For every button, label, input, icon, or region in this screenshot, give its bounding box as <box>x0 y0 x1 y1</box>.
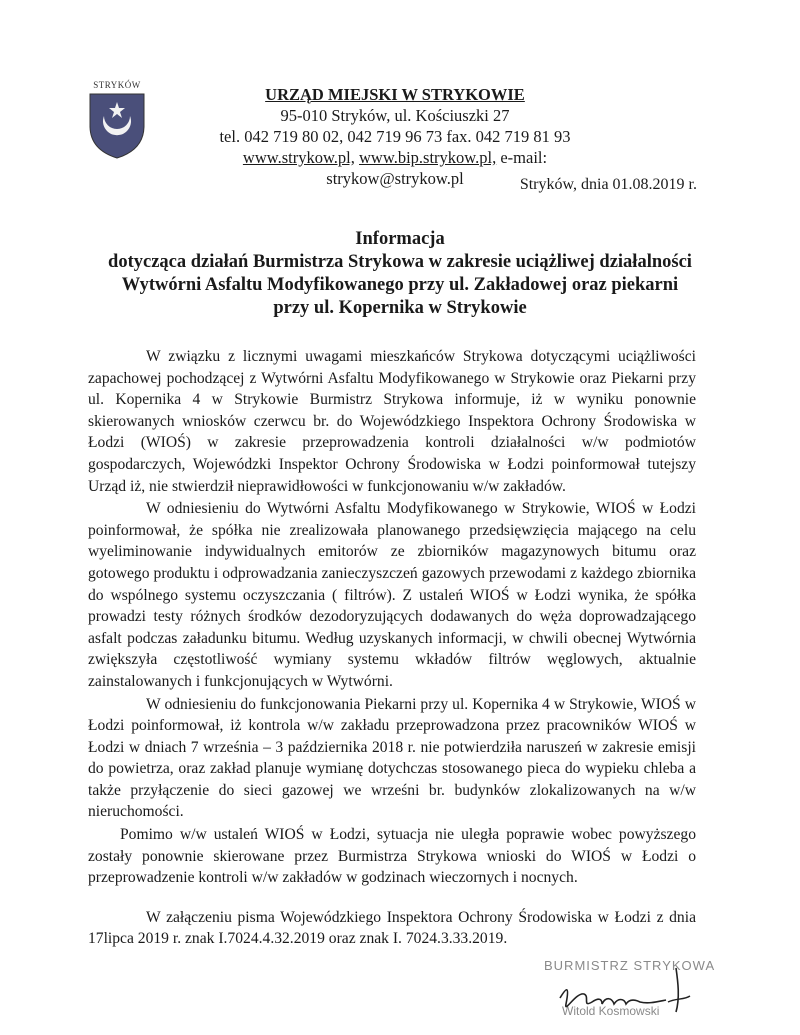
document-body <box>88 346 696 951</box>
document-title <box>60 228 740 320</box>
title-line-1: Informacja <box>355 229 445 249</box>
coat-of-arms-icon <box>86 90 148 168</box>
email-text: e-mail: strykow@strykow.pl <box>326 148 548 188</box>
office-name: URZĄD MIEJSKI W STRYKOWIE <box>265 85 525 104</box>
paragraph-4: Pomimo w/w ustaleń WIOŚ w Łodzi, sytuacja nie uległa poprawie wobec powyższego zostały ponownie skierowane przez Burmistrza Strykowa wnioski do WIOŚ w Łodzi o przeprowadzenie kontroli w/w zakładów w godzinach wieczornych i nocnych. <box>88 826 696 887</box>
paragraph-3: W odniesieniu do funkcjonowania Piekarni przy ul. Kopernika 4 w Strykowie, WIOŚ w Łodzi poinformował, iż kontrola w/w zakładu przeprowadzona przez pracowników WIOŚ w Łodzi w dniach 7 września – 3 października 2018 r. nie potwierdziła naruszeń w zakresie emisji do powietrza, oraz zakład planuje wymianę dotychczas stosowanego pieca do wypieku chleba a także przyłączenie do sieci gazowej we wrześni br. budynków zlokalizowanych na w/w nieruchomości. <box>88 695 696 821</box>
title-line-4: przy ul. Kopernika w Strykowie <box>273 298 527 318</box>
bip-website-link[interactable]: www.bip.strykow.pl, <box>359 148 497 167</box>
office-phones: tel. 042 719 80 02, 042 719 96 73 fax. 042 719 81 93 <box>219 127 571 146</box>
handwritten-signature-icon <box>536 958 706 1028</box>
town-crest <box>86 80 148 158</box>
crest-label: STRYKÓW <box>93 80 141 90</box>
stamp-name: Witold Kosmowski <box>562 1004 660 1018</box>
stamp-title: BURMISTRZ STRYKOWA <box>544 958 716 973</box>
paragraph-1: W związku z licznymi uwagami mieszkańców Strykowa dotyczącymi uciążliwości zapachowej pochodzącej z Wytwórni Asfaltu Modyfikowanego w Strykowie oraz Piekarni przy ul. Kopernika 4 w Strykowie Burmistrz Strykowa informuje, iż w wyniku ponownie skierowanych wniosków czerwcu br. do Wojewódzkiego Inspektora Ochrony Środowiska w Łodzi (WIOŚ) w zakresie przeprowadzenia kontroli działalności w/w podmiotów gospodarczych, Wojewódzki Inspektor Ochrony Środowiska w Łodzi poinformował tutejszy Urząd iż, nie stwierdził nieprawidłowości w funkcjonowaniu w/w zakładów. <box>88 348 696 495</box>
mayor-signature-stamp <box>536 958 716 1028</box>
attachment-note: W załączeniu pisma Wojewódzkiego Inspektora Ochrony Środowiska w Łodzi z dnia 17lipca 2019 r. znak I.7024.4.32.2019 oraz znak I. 7024.3.33.2019. <box>88 908 696 948</box>
paragraph-2: W odniesieniu do Wytwórni Asfaltu Modyfikowanego w Strykowie, WIOŚ w Łodzi poinformował, że spółka nie zrealizowała planowanego przedsięwzięcia mającego na celu wyeliminowanie indywidualnych emitorów ze zbiorników magazynowych bitumu oraz gotowego produktu i odprowadzania zanieczyszczeń gazowych przewodami z każdego zbiornika do wspólnego systemu oczyszczania ( filtrów). Z ustaleń WIOŚ w Łodzi wynika, że spółka prowadzi testy różnych środków dezodoryzujących dodawanych do węża doprowadzającego asfalt podczas załadunku bitumu. Według uzyskanych informacji, w chwili obecnej Wytwórnia zwiększyła częstotliwość wymiany systemu wkładów filtrów węglowych, aktualnie zainstalowanych i funkcjonujących w Wytwórni. <box>88 500 696 690</box>
document-date: Stryków, dnia 01.08.2019 r. <box>519 176 697 193</box>
website-link[interactable]: www.strykow.pl, <box>242 148 355 167</box>
letterhead <box>180 84 610 189</box>
title-line-2: dotycząca działań Burmistrza Strykowa w zakresie uciążliwej działalności <box>108 252 692 272</box>
office-address: 95-010 Stryków, ul. Kościuszki 27 <box>280 106 510 125</box>
title-line-3: Wytwórni Asfaltu Modyfikowanego przy ul. Zakładowej oraz piekarni <box>121 275 679 295</box>
